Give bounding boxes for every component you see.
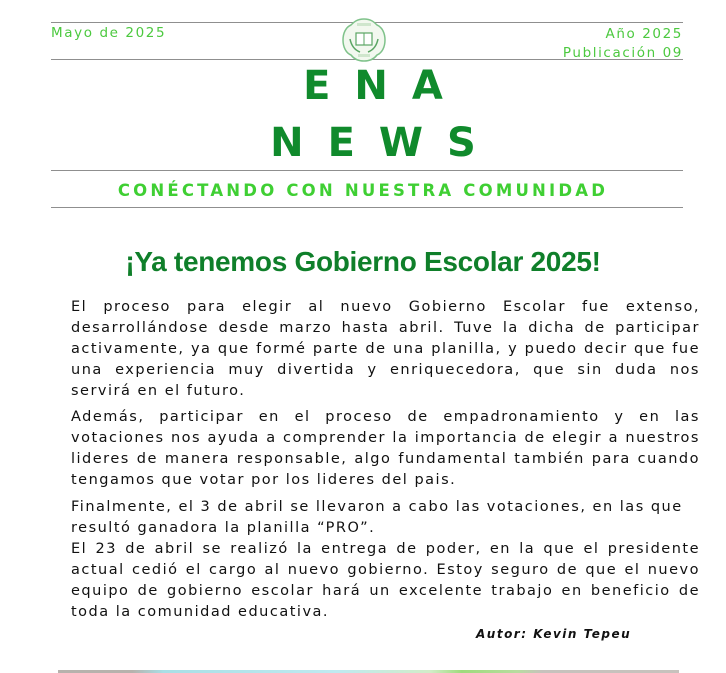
issue-date: Mayo de 2025 [51, 25, 167, 41]
masthead-line-2: NEWS [270, 120, 500, 166]
paragraph-text: Finalmente, el 3 de abril se llevaron a cabo las votaciones, en las que resultó ganadora la planilla “PRO”. [71, 499, 683, 536]
paragraph-text: El proceso para elegir al nuevo Gobierno Escolar fue extenso, desarrollándose desde marzo hasta abril. Tuve la dicha de participar activamente, ya que formé parte de una planilla, y puedo decir que fue una experiencia muy divertida y enriquecedora, que sin duda nos servirá en el futuro. [71, 299, 700, 399]
issue-info [563, 25, 683, 63]
article-paragraph-2 [71, 407, 700, 491]
masthead-rule [51, 170, 683, 171]
tagline-rule [51, 207, 683, 208]
issue-number: Publicación 09 [562, 45, 683, 61]
tagline: CONÉCTANDO CON NUESTRA COMUNIDAD [117, 181, 609, 200]
issue-year: Año 2025 [605, 26, 683, 42]
school-crest-icon [341, 17, 387, 63]
article-headline: ¡Ya tenemos Gobierno Escolar 2025! [125, 246, 601, 277]
paragraph-text: Además, participar en el proceso de empadronamiento y en las votaciones nos ayuda a comprender la importancia de elegir a nuestros lideres de manera responsable, algo fundamental también para cuando tengamos que votar por los lideres del pais. [71, 409, 700, 488]
article-paragraph-1 [71, 297, 700, 402]
paragraph-text: El 23 de abril se realizó la entrega de poder, en la que el presidente actual cedió el cargo al nuevo gobierno. Estoy seguro de que el nuevo equipo de gobierno escolar hará un excelente trabajo en beneficio de toda la comunidad educativa. [71, 541, 700, 620]
masthead-line-1: ENA [303, 63, 467, 109]
article-paragraph-3 [71, 497, 700, 623]
article-author: Autor: Kevin Tepeu [476, 627, 632, 641]
